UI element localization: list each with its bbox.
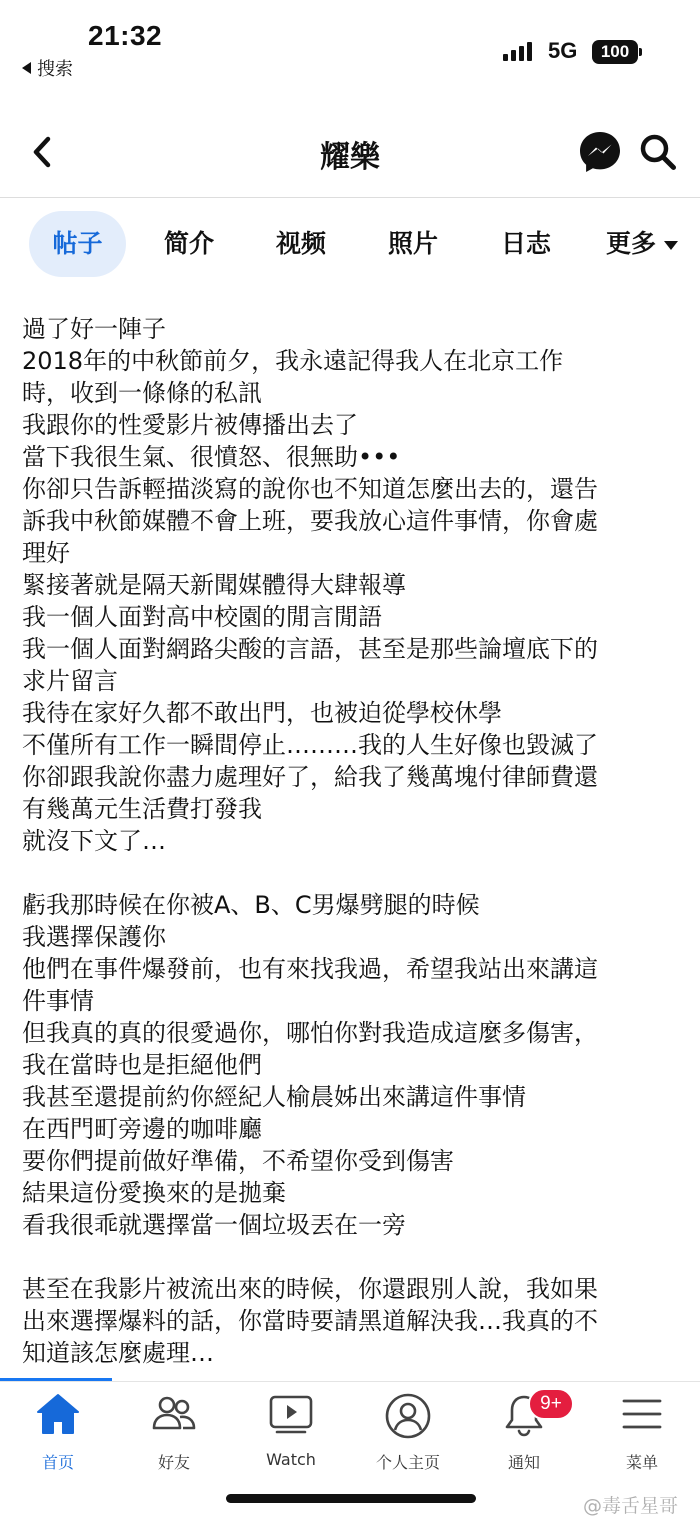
post-line: 結果這份愛換來的是拋棄 [22, 1179, 286, 1207]
post-line: 當下我很生氣、很憤怒、很無助••• [22, 443, 401, 471]
post-line: 我選擇保護你 [22, 923, 166, 951]
battery-icon: 100 [592, 40, 638, 64]
nav-watch-label: Watch [266, 1450, 316, 1469]
post-line: 出來選擇爆料的話，你當時要請黑道解決我…我真的不 [22, 1307, 598, 1335]
post-line: 過了好一陣子 [22, 315, 166, 343]
post-line: 2018年的中秋節前夕，我永遠記得我人在北京工作 [22, 347, 564, 375]
tab-posts[interactable]: 帖子 [29, 211, 126, 277]
nav-watch[interactable] [233, 1392, 349, 1476]
tab-notes[interactable]: 日志 [500, 229, 551, 258]
chevron-down-icon [664, 241, 678, 250]
post-line: 理好 [22, 539, 70, 567]
post-line: 我在當時也是拒絕他們 [22, 1051, 262, 1079]
nav-friends-label: 好友 [157, 1453, 190, 1472]
nav-friends[interactable] [116, 1392, 232, 1476]
post-line: 時，收到一條條的私訊 [22, 379, 262, 407]
post-line: 我待在家好久都不敢出門，也被迫從學校休學 [22, 699, 502, 727]
tab-more-label: 更多 [606, 229, 657, 258]
post-line: 我跟你的性愛影片被傳播出去了 [22, 411, 358, 439]
search-icon[interactable] [638, 132, 678, 172]
post-line: 訴我中秋節媒體不會上班，要我放心這件事情，你會處 [22, 507, 598, 535]
post-line: 我一個人面對網路尖酸的言語，甚至是那些論壇底下的 [22, 635, 598, 663]
nav-home[interactable] [0, 1392, 116, 1476]
post-line: 在西門町旁邊的咖啡廳 [22, 1115, 262, 1143]
post-line: 但我真的真的很愛過你，哪怕你對我造成這麼多傷害， [22, 1019, 598, 1047]
watch-icon [267, 1392, 315, 1436]
post-line: 件事情 [22, 987, 94, 1015]
battery-tip [639, 48, 642, 56]
post-line: 你卻跟我說你盡力處理好了，給我了幾萬塊付律師費還 [22, 763, 598, 791]
post-line: 不僅所有工作一瞬間停止………我的人生好像也毀滅了 [22, 731, 598, 759]
post-line: 緊接著就是隔天新聞媒體得大肆報導 [22, 571, 406, 599]
nav-menu-label: 菜单 [625, 1453, 658, 1472]
back-to-search-label: 搜索 [37, 59, 73, 80]
post-line [22, 1241, 692, 1273]
friends-icon [150, 1392, 198, 1436]
signal-icon [503, 42, 532, 61]
watermark [583, 1491, 678, 1518]
nav-divider [0, 1381, 700, 1382]
tab-videos[interactable]: 视频 [275, 229, 326, 258]
header-divider [0, 197, 700, 198]
back-chevron-icon[interactable] [28, 134, 58, 170]
post-line: 他們在事件爆發前，也有來找我過，希望我站出來講這 [22, 955, 598, 983]
post-line: 知道該怎麼處理… [22, 1339, 214, 1367]
network-type: 5G [548, 38, 578, 63]
home-icon [35, 1392, 81, 1436]
post-line: 要你們提前做好準備，不希望你受到傷害 [22, 1147, 454, 1175]
post-line: 虧我那時候在你被A、B、C男爆劈腿的時候 [22, 891, 480, 919]
post-line: 我一個人面對高中校園的閒言閒語 [22, 603, 382, 631]
notification-badge: 9+ [528, 1388, 574, 1420]
post-line: 甚至在我影片被流出來的時候，你還跟別人說，我如果 [22, 1275, 598, 1303]
messenger-icon[interactable] [577, 129, 623, 175]
post-line: 我甚至還提前約你經紀人榆晨姊出來講這件事情 [22, 1083, 526, 1111]
nav-profile[interactable] [350, 1392, 466, 1476]
post-line: 求片留言 [22, 667, 118, 695]
post-line: 就沒下文了… [22, 827, 166, 855]
post-line [22, 857, 692, 889]
back-to-search[interactable] [22, 55, 73, 81]
page-title: 耀樂 [320, 140, 380, 175]
home-indicator[interactable] [226, 1494, 476, 1503]
post-line: 你卻只告訴輕描淡寫的說你也不知道怎麼出去的，還告 [22, 475, 598, 503]
post-line: 有幾萬元生活費打發我 [22, 795, 262, 823]
status-time: 21:32 [88, 20, 163, 51]
tab-more[interactable] [606, 211, 700, 277]
profile-icon [384, 1392, 432, 1440]
nav-home-label: 首页 [41, 1453, 74, 1472]
post-line: 看我很乖就選擇當一個垃圾丟在一旁 [22, 1211, 406, 1239]
tab-photos[interactable]: 照片 [387, 229, 438, 258]
nav-notifications-label: 通知 [507, 1453, 540, 1472]
menu-icon [620, 1392, 664, 1436]
watermark-text: @毒舌星哥 [583, 1495, 679, 1517]
tab-about[interactable]: 简介 [163, 229, 214, 258]
post-body [22, 313, 692, 1381]
nav-menu[interactable] [584, 1392, 700, 1476]
back-triangle-icon [22, 62, 31, 74]
nav-profile-label: 个人主页 [375, 1453, 440, 1472]
